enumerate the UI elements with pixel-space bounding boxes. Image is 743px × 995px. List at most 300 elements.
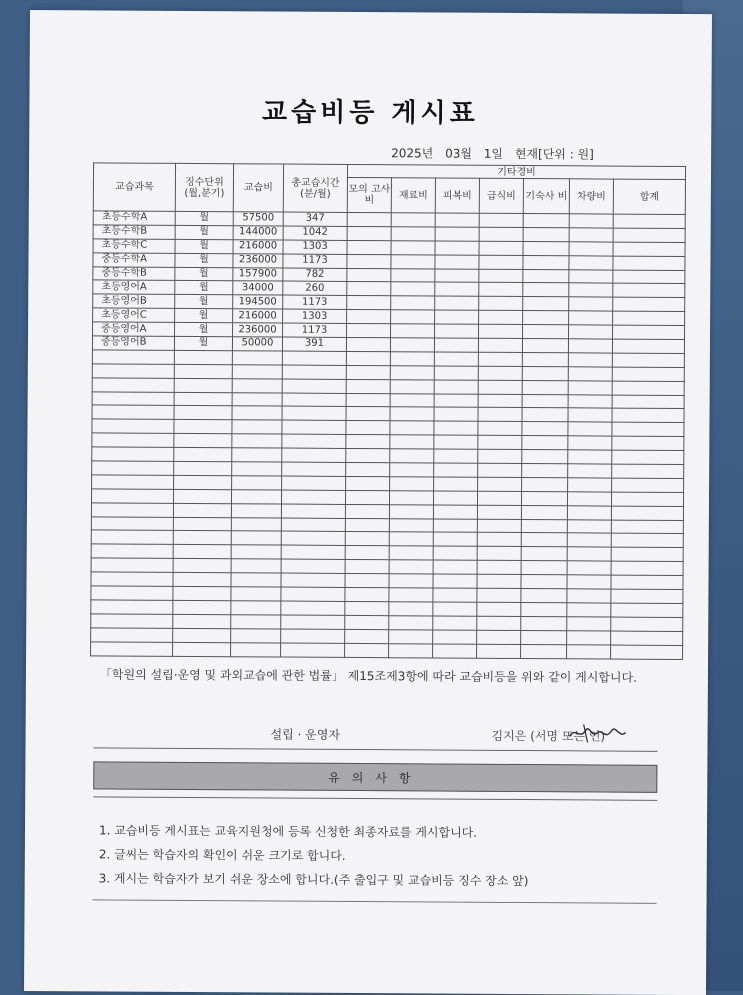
empty-cell (521, 491, 567, 505)
empty-cell (568, 408, 612, 422)
empty-cell (390, 421, 434, 435)
empty-cell (232, 448, 282, 462)
header-dormitory: 기숙사 비 (523, 179, 569, 214)
empty-cell (569, 311, 613, 325)
empty-cell (477, 491, 521, 505)
cell-unit: 월 (175, 239, 233, 253)
empty-cell (391, 254, 435, 268)
empty-cell (232, 365, 282, 379)
empty-cell (391, 227, 435, 241)
empty-cell (231, 587, 281, 601)
empty-cell (433, 560, 477, 574)
cell-fee: 157900 (233, 267, 283, 281)
empty-cell (567, 561, 611, 575)
empty-cell (281, 490, 345, 504)
empty-cell (92, 419, 174, 433)
empty-cell (521, 533, 567, 547)
empty-cell (611, 534, 683, 548)
empty-cell (173, 600, 231, 614)
empty-cell (523, 227, 569, 241)
empty-cell (434, 477, 478, 491)
empty-cell (346, 462, 390, 476)
empty-cell (346, 449, 390, 463)
empty-cell (612, 478, 684, 492)
empty-cell (173, 614, 231, 628)
empty-cell (521, 547, 567, 561)
empty-cell (612, 353, 684, 367)
empty-cell (479, 324, 523, 338)
empty-cell (232, 420, 282, 434)
notice-list (99, 818, 669, 893)
cell-hours: 782 (283, 268, 347, 282)
empty-cell (390, 393, 434, 407)
empty-cell (91, 489, 173, 503)
empty-cell (389, 643, 433, 657)
empty-cell (569, 228, 613, 242)
empty-cell (521, 505, 567, 519)
empty-cell (390, 338, 434, 352)
header-clothing: 피복비 (435, 178, 479, 213)
cell-hours: 260 (283, 282, 347, 296)
empty-cell (389, 588, 433, 602)
empty-cell (611, 589, 683, 603)
empty-cell (434, 338, 478, 352)
empty-cell (567, 519, 611, 533)
cell-subject: 초등영어B (93, 294, 175, 308)
empty-cell (433, 491, 477, 505)
empty-cell (345, 560, 389, 574)
empty-cell (433, 630, 477, 644)
empty-cell (345, 518, 389, 532)
empty-cell (477, 533, 521, 547)
empty-cell (173, 489, 231, 503)
empty-cell (568, 464, 612, 478)
empty-cell (569, 269, 613, 283)
empty-cell (612, 450, 684, 464)
empty-cell (92, 447, 174, 461)
empty-cell (91, 628, 173, 642)
empty-cell (477, 644, 521, 658)
cell-subject: 중등수학A (93, 253, 175, 267)
empty-cell (391, 310, 435, 324)
cell-unit: 월 (175, 267, 233, 281)
empty-cell (568, 422, 612, 436)
empty-cell (92, 378, 174, 392)
empty-cell (389, 532, 433, 546)
empty-cell (523, 297, 569, 311)
empty-cell (389, 629, 433, 643)
empty-cell (478, 380, 522, 394)
empty-cell (391, 282, 435, 296)
empty-cell (569, 297, 613, 311)
empty-cell (612, 395, 684, 409)
empty-cell (478, 352, 522, 366)
cell-fee: 144000 (233, 226, 283, 240)
empty-cell (347, 282, 391, 296)
empty-cell (345, 601, 389, 615)
empty-cell (346, 379, 390, 393)
empty-cell (611, 506, 683, 520)
empty-cell (92, 364, 174, 378)
empty-cell (391, 213, 435, 227)
empty-cell (281, 532, 345, 546)
empty-cell (611, 492, 683, 506)
empty-cell (232, 406, 282, 420)
header-hours: 총교습시간 (분/월) (283, 164, 347, 212)
empty-cell (435, 269, 479, 283)
empty-cell (389, 602, 433, 616)
empty-cell (345, 490, 389, 504)
cell-hours: 1173 (283, 323, 347, 337)
empty-cell (478, 435, 522, 449)
divider-line (93, 899, 657, 903)
empty-cell (231, 615, 281, 629)
empty-cell (611, 520, 683, 534)
cell-subject: 초등수학C (93, 239, 175, 253)
empty-cell (611, 561, 683, 575)
header-subject: 교습과목 (93, 163, 175, 212)
empty-cell (433, 546, 477, 560)
empty-cell (478, 422, 522, 436)
empty-cell (347, 310, 391, 324)
header-mock-exam: 모의 고사비 (347, 177, 391, 212)
date-month: 03월 (445, 146, 473, 161)
cell-subject: 중등영어A (93, 322, 175, 336)
divider-line (93, 747, 657, 751)
empty-cell (232, 392, 282, 406)
empty-cell (477, 588, 521, 602)
empty-cell (435, 282, 479, 296)
empty-cell (281, 573, 345, 587)
empty-cell (231, 642, 281, 656)
empty-cell (568, 394, 612, 408)
empty-cell (478, 408, 522, 422)
empty-cell (522, 450, 568, 464)
empty-cell (174, 392, 232, 406)
empty-cell (569, 283, 613, 297)
empty-cell (522, 436, 568, 450)
empty-cell (567, 505, 611, 519)
date-status: 현재[단위 : 원] (514, 146, 594, 162)
empty-cell (231, 517, 281, 531)
empty-cell (231, 559, 281, 573)
empty-cell (173, 531, 231, 545)
empty-cell (569, 214, 613, 228)
empty-cell (613, 270, 685, 284)
cell-subject: 중등영어B (92, 336, 174, 350)
empty-cell (567, 589, 611, 603)
notice-item: 3. 게시는 학습자가 보기 쉬운 장소에 합니다.(주 출입구 및 교습비등 징수 장소 앞) (98, 871, 529, 889)
empty-cell (345, 532, 389, 546)
empty-cell (611, 631, 683, 645)
cell-subject: 초등영어C (93, 308, 175, 322)
empty-cell (477, 616, 521, 630)
empty-cell (521, 561, 567, 575)
empty-cell (173, 628, 231, 642)
empty-cell (390, 407, 434, 421)
empty-cell (92, 433, 174, 447)
empty-cell (231, 531, 281, 545)
empty-cell (345, 587, 389, 601)
empty-cell (389, 504, 433, 518)
empty-cell (91, 516, 173, 530)
empty-cell (434, 352, 478, 366)
empty-cell (390, 435, 434, 449)
cell-subject: 중등수학B (93, 266, 175, 280)
divider-line (93, 796, 657, 800)
cell-hours: 1173 (283, 254, 347, 268)
cell-hours: 391 (282, 337, 346, 351)
empty-cell (568, 353, 612, 367)
empty-cell (174, 364, 232, 378)
empty-cell (613, 256, 685, 270)
empty-cell (433, 574, 477, 588)
header-vehicle: 차량비 (569, 179, 613, 214)
empty-cell (173, 517, 231, 531)
empty-cell (568, 478, 612, 492)
empty-cell (173, 559, 231, 573)
empty-cell (346, 351, 390, 365)
empty-cell (613, 297, 685, 311)
empty-cell (479, 297, 523, 311)
empty-cell (231, 490, 281, 504)
empty-cell (232, 476, 282, 490)
date-year: 2025년 (391, 146, 434, 161)
empty-cell (613, 214, 685, 228)
empty-cell (521, 616, 567, 630)
empty-cell (612, 464, 684, 478)
empty-cell (389, 546, 433, 560)
cell-fee: 216000 (233, 240, 283, 254)
empty-cell (522, 380, 568, 394)
empty-cell (231, 628, 281, 642)
empty-cell (434, 435, 478, 449)
empty-cell (612, 409, 684, 423)
empty-cell (521, 602, 567, 616)
empty-cell (521, 519, 567, 533)
empty-cell (479, 283, 523, 297)
empty-cell (391, 324, 435, 338)
empty-cell (347, 226, 391, 240)
empty-cell (173, 545, 231, 559)
empty-cell (434, 449, 478, 463)
empty-cell (389, 560, 433, 574)
empty-cell (434, 421, 478, 435)
empty-cell (346, 337, 390, 351)
empty-cell (613, 284, 685, 298)
empty-cell (345, 574, 389, 588)
empty-cell (521, 575, 567, 589)
empty-cell (612, 367, 684, 381)
empty-cell (231, 545, 281, 559)
empty-cell (174, 350, 232, 364)
empty-cell (521, 589, 567, 603)
empty-cell (281, 559, 345, 573)
empty-cell (91, 572, 173, 586)
empty-cell (521, 630, 567, 644)
empty-cell (391, 296, 435, 310)
empty-cell (435, 324, 479, 338)
empty-cell (522, 422, 568, 436)
empty-cell (612, 339, 684, 353)
empty-cell (522, 366, 568, 380)
empty-cell (92, 391, 174, 405)
cell-fee: 216000 (233, 309, 283, 323)
empty-cell (347, 240, 391, 254)
cell-unit: 월 (175, 225, 233, 239)
empty-cell (567, 492, 611, 506)
empty-cell (282, 434, 346, 448)
empty-cell (389, 574, 433, 588)
document-title: 교습비등 게시표 (261, 97, 479, 129)
cell-fee: 194500 (233, 295, 283, 309)
empty-cell (433, 602, 477, 616)
cell-unit: 월 (175, 253, 233, 267)
cell-unit: 월 (175, 211, 233, 225)
cell-hours: 1173 (283, 295, 347, 309)
empty-cell (92, 475, 174, 489)
cell-unit: 월 (175, 295, 233, 309)
header-materials: 재료비 (391, 178, 435, 213)
empty-cell (479, 241, 523, 255)
cell-fee: 34000 (233, 281, 283, 295)
empty-cell (347, 254, 391, 268)
empty-cell (91, 544, 173, 558)
cell-unit: 월 (175, 323, 233, 337)
empty-cell (569, 255, 613, 269)
empty-cell (434, 380, 478, 394)
empty-cell (232, 378, 282, 392)
empty-cell (479, 213, 523, 227)
notice-item: 2. 글씨는 학습자의 확인이 쉬운 크기로 합니다. (98, 847, 346, 863)
empty-cell (479, 227, 523, 241)
notice-item: 1. 교습비등 게시표는 교육지원청에 등록 신청한 최종자료를 게시합니다. (98, 823, 478, 840)
empty-cell (611, 575, 683, 589)
empty-cell (391, 240, 435, 254)
empty-cell (346, 421, 390, 435)
empty-cell (346, 365, 390, 379)
empty-cell (567, 547, 611, 561)
empty-cell (346, 407, 390, 421)
empty-cell (567, 644, 611, 658)
header-fee: 교습비 (233, 164, 283, 212)
empty-cell (389, 518, 433, 532)
cell-subject: 초등영어A (93, 280, 175, 294)
empty-cell (282, 351, 346, 365)
empty-cell (433, 519, 477, 533)
empty-cell (174, 475, 232, 489)
empty-cell (613, 311, 685, 325)
empty-cell (567, 575, 611, 589)
empty-cell (479, 269, 523, 283)
empty-cell (568, 450, 612, 464)
empty-cell (173, 573, 231, 587)
handwritten-signature (566, 720, 636, 744)
cell-hours: 1303 (283, 309, 347, 323)
empty-cell (433, 532, 477, 546)
empty-cell (345, 546, 389, 560)
empty-cell (232, 351, 282, 365)
empty-cell (477, 519, 521, 533)
empty-cell (523, 255, 569, 269)
empty-cell (568, 380, 612, 394)
empty-cell (435, 213, 479, 227)
empty-cell (613, 325, 685, 339)
empty-cell (567, 631, 611, 645)
date-day: 1일 (483, 146, 504, 161)
empty-cell (345, 615, 389, 629)
empty-cell (477, 630, 521, 644)
empty-cell (478, 366, 522, 380)
empty-cell (479, 310, 523, 324)
empty-cell (231, 601, 281, 615)
empty-cell (523, 241, 569, 255)
cell-unit: 월 (175, 281, 233, 295)
cell-hours: 347 (283, 212, 347, 226)
empty-cell (282, 420, 346, 434)
empty-cell (477, 574, 521, 588)
empty-cell (91, 503, 173, 517)
empty-cell (478, 338, 522, 352)
empty-cell (435, 310, 479, 324)
empty-cell (567, 617, 611, 631)
empty-cell (523, 214, 569, 228)
empty-cell (612, 422, 684, 436)
empty-cell (282, 365, 346, 379)
empty-cell (522, 394, 568, 408)
empty-cell (390, 352, 434, 366)
cell-unit: 월 (175, 309, 233, 323)
empty-cell (174, 406, 232, 420)
empty-cell (568, 339, 612, 353)
empty-cell (282, 379, 346, 393)
empty-cell (91, 558, 173, 572)
header-unit: 징수단위 (월,분기) (175, 163, 233, 211)
empty-cell (281, 601, 345, 615)
empty-cell (232, 434, 282, 448)
operator-name: 김지은 (서명 또는 인) (491, 728, 606, 744)
empty-cell (522, 408, 568, 422)
empty-cell (522, 339, 568, 353)
empty-cell (522, 464, 568, 478)
empty-cell (281, 615, 345, 629)
empty-cell (346, 435, 390, 449)
empty-cell (479, 255, 523, 269)
empty-cell (92, 405, 174, 419)
cell-fee: 57500 (233, 212, 283, 226)
empty-cell (390, 463, 434, 477)
empty-cell (345, 504, 389, 518)
empty-cell (282, 476, 346, 490)
header-meals: 급식비 (479, 178, 523, 213)
empty-cell (91, 614, 173, 628)
empty-cell (92, 461, 174, 475)
empty-cell (390, 449, 434, 463)
empty-cell (282, 393, 346, 407)
empty-cell (347, 296, 391, 310)
empty-cell (435, 296, 479, 310)
empty-cell (92, 350, 174, 364)
empty-cell (521, 644, 567, 658)
empty-cell (434, 394, 478, 408)
empty-cell (433, 616, 477, 630)
cell-hours: 1042 (283, 226, 347, 240)
empty-cell (345, 643, 389, 657)
empty-cell (281, 643, 345, 657)
empty-cell (390, 379, 434, 393)
empty-cell (435, 227, 479, 241)
empty-cell (390, 366, 434, 380)
